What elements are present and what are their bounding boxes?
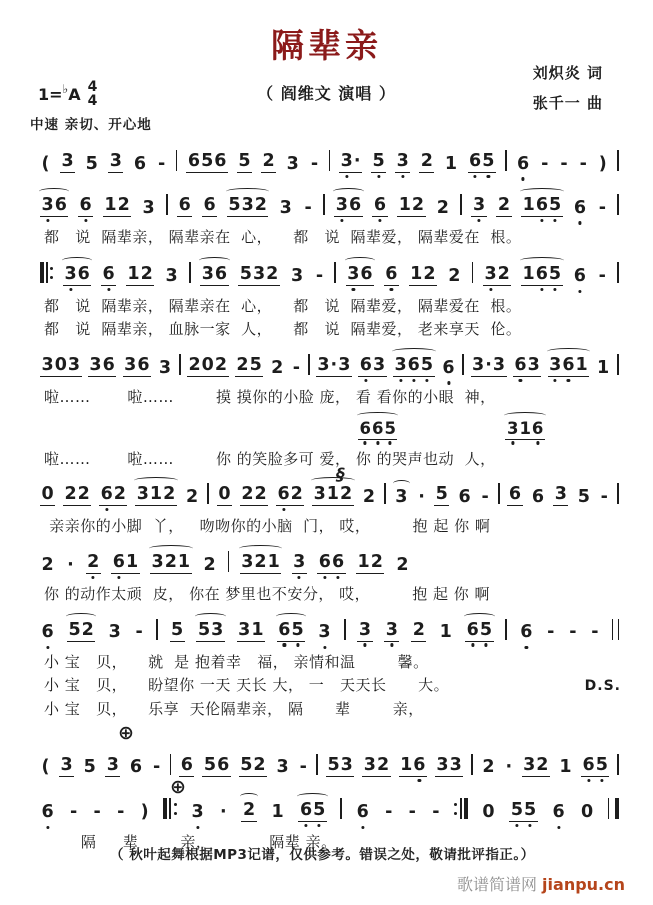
watermark-link[interactable]: jianpu.cn — [542, 875, 625, 894]
watermark — [457, 872, 625, 895]
segno-icon: § — [336, 465, 345, 486]
performer-line: （ 阎维文 演唱 ） — [257, 84, 396, 103]
lyric-line: 隔 辈 亲， 隔辈 亲。 — [44, 832, 337, 851]
notation-row-1: ( 3 5 3 6 - 6 5 6 5 2 3 - 3 · 5 3 2 1 6 5 6 - - - ) — [0, 138, 653, 182]
lyric-line: 你 的动作太顽 皮， 你在 梦里也不安分， 哎， 抱 起 你 啊 — [44, 584, 491, 603]
song-title: 隔辈亲 — [271, 26, 382, 65]
coda-icon: ⊕ — [118, 721, 134, 744]
system-5 — [0, 465, 653, 606]
time-top: 4 — [87, 79, 98, 95]
system-6 — [0, 607, 653, 722]
key-prefix: 1= — [38, 84, 63, 104]
watermark-site-name: 歌谱简谱网 — [456, 875, 537, 894]
system-2 — [0, 182, 653, 250]
lyric-line: 都 说 隔辈亲， 隔辈亲在 心， 都 说 隔辈爱， 隔辈爱在 根。 — [44, 228, 522, 246]
composer-credit: 张千一 曲 — [532, 94, 603, 112]
lyric-line: 啦…… 啦…… 摸 摸你的小脸 庞， 看 看你的小眼 神， — [44, 388, 496, 407]
lyric-line: 亲亲你的小脚 丫， 吻吻你的小脑 门， 哎， 抱 起 你 啊 — [44, 517, 491, 536]
notation-row-5: 0 2 2 6 2 3 1 2 2 0 2 2 6 2 3 1 2 2 3 · 5 6 - 6 6 3 5 - — [0, 471, 653, 515]
tempo-marking: 中速 亲切、开心地 — [30, 117, 152, 133]
system-1-intro — [0, 138, 653, 182]
system-3-repeat — [0, 250, 653, 342]
key-signature — [38, 80, 97, 108]
alternate-notes-row — [0, 410, 653, 448]
lyric-line — [0, 674, 653, 698]
alt-note-group-665: 6 6 5 — [359, 418, 396, 438]
system-4 — [0, 342, 653, 471]
lyricist-credit: 刘炽炎 词 — [532, 64, 603, 82]
coda-icon: ⊕ — [170, 775, 186, 798]
song-header — [0, 0, 653, 138]
alt-note-group-316: 3 1 6 — [506, 418, 544, 438]
transcriber-note: （ 秋叶起舞根据MP3记谱，仅供参考。错误之处，敬请批评指正。） — [110, 847, 535, 863]
notation-row-4: 3 0 3 3 6 3 6 3 2 0 2 2 5 2 - 3 · 3 6 3 3 6 5 6 3 · 3 6 3 3 6 1 1 — [0, 342, 653, 386]
key-letter: A — [68, 84, 81, 104]
notation-row-5b: 2 · 2 6 1 3 2 1 2 3 2 1 3 6 6 1 2 2 — [41, 552, 409, 575]
notation-row-3: 3 6 6 1 2 3 3 6 5 3 2 3 - 3 6 6 1 2 2 3 2 1 6 5 6 - — [0, 250, 653, 295]
lyric-line: 啦…… 啦…… 你 的笑脸多可 爱， 你 的哭声也动 人， — [44, 449, 496, 468]
lyric-line: 都 说 隔辈亲， 血脉一家 人， 都 说 隔辈爱， 老来享天 伦。 — [44, 320, 522, 339]
lyric-line: 都 说 隔辈亲， 隔辈亲在 心， 都 说 隔辈爱， 隔辈爱在 根。 — [44, 296, 522, 315]
notation-row-8: 6 - - - ) 3 · 2 1 6 5 6 - - - 0 5 5 6 0 — [0, 786, 653, 831]
dal-segno-mark: D.S. — [584, 678, 621, 695]
notation-row-6: 6 5 2 3 - 5 5 3 3 1 6 5 3 3 3 2 1 6 5 6 - - - — [0, 607, 653, 651]
credits — [533, 58, 603, 118]
flat-sign-icon: ♭ — [62, 82, 69, 96]
system-7-coda — [0, 722, 653, 786]
time-signature — [88, 80, 98, 108]
lyric-line: 小 宝 贝， 乐享 天伦隔辈亲， 隔 辈 亲， — [44, 700, 424, 718]
time-bottom: 4 — [87, 93, 98, 109]
notation-row-2: 3 6 6 1 2 3 6 6 5 3 2 3 - 3 6 6 1 2 2 3 2 1 6 5 6 - — [0, 182, 653, 226]
lyric-line: 小 宝 贝， 就 是 抱着幸 福， 亲情和温 馨。 — [44, 652, 429, 671]
lyric-text: 小 宝 贝， 盼望你 一天 天长 大， 一 天天长 大。 — [44, 676, 450, 695]
notation-row-7: ( 3 5 3 6 - 6 5 6 5 2 3 - 5 3 3 2 1 6 3 3 2 · 3 2 1 6 5 — [0, 742, 653, 786]
